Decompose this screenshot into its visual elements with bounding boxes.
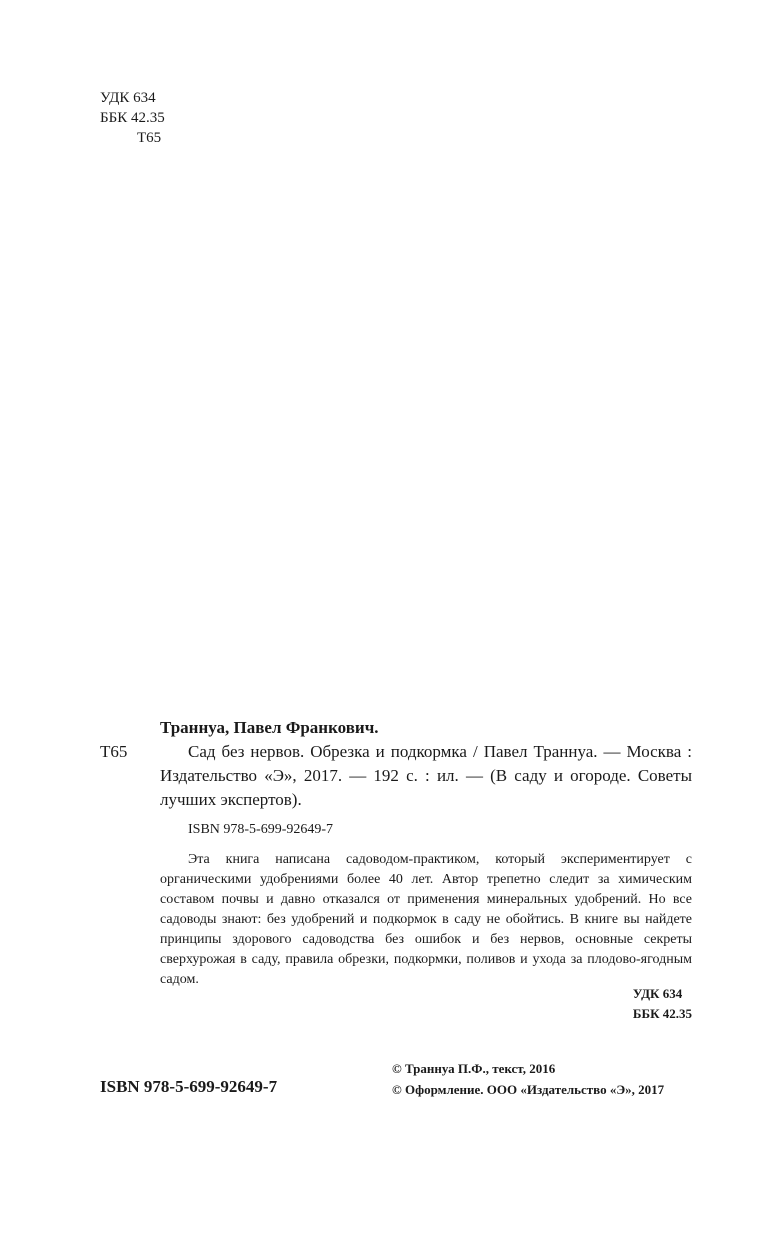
bibliographic-text: Сад без нервов. Обрезка и подкормка / Павел Траннуа. — Москва : Издательство «Э», 2017. — 192 с. : ил. — (В саду и огороде. Советы лучших экспертов). [160, 742, 692, 809]
classification-codes-bottom [633, 984, 692, 1024]
udk-code-bottom: УДК 634 [632, 986, 683, 1001]
copyright-text: © Траннуа П.Ф., текст, 2016 [392, 1061, 556, 1076]
annotation [160, 850, 692, 990]
entry-author-mark: Т65 [100, 742, 128, 761]
entry-author: Траннуа, Павел Франкович. [160, 718, 379, 737]
bibliographic-description [160, 740, 692, 812]
copyright-block [392, 1058, 664, 1100]
classification-codes-top [100, 88, 165, 148]
author-mark: Т65 [137, 130, 162, 146]
bbk-code: ББК 42.35 [100, 110, 165, 126]
bbk-code-bottom: ББК 42.35 [632, 1006, 692, 1021]
udk-code: УДК 634 [100, 90, 156, 106]
entry-isbn: ISBN 978-5-699-92649-7 [188, 822, 334, 837]
copyright-design: © Оформление. ООО «Издательство «Э», 2017 [392, 1082, 665, 1097]
isbn-main: ISBN 978-5-699-92649-7 [100, 1077, 278, 1096]
annotation-text: Эта книга написана садоводом-практиком, который экспериментирует с органическими удобрениями более 40 лет. Автор трепетно следит за химическим составом почвы и давно отказался от применения минеральных удобрений. Но все садоводы знают: без удобрений и подкормок в саду не обойтись. В книге вы найдете принципы здорового садоводства без ошибок и без нервов, основные секреты сверхурожая в саду, правила обрезки, подкормки, поливов и ухода за плодово-ягодным садом. [160, 852, 692, 987]
